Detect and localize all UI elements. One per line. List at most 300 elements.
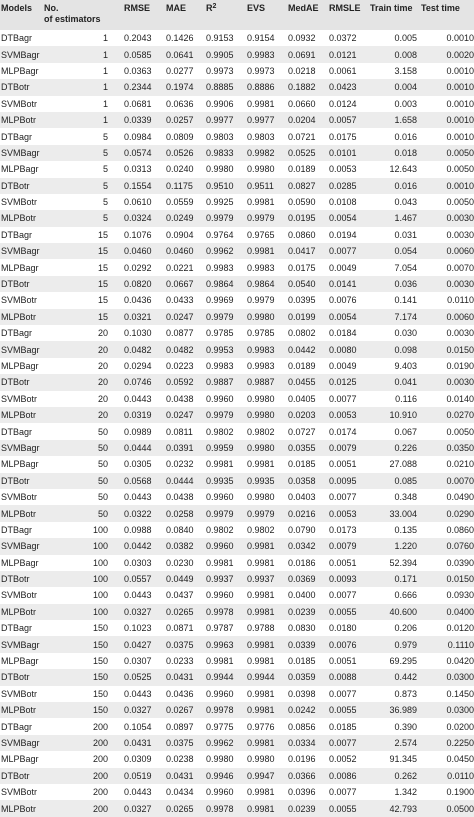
cell-r2: 0.9983: [206, 361, 234, 371]
table-row: [0, 30, 474, 46]
cell-test-time: 0.0010: [421, 178, 474, 194]
cell-estimators: 200: [44, 800, 124, 816]
cell-r2: 0.9960: [206, 688, 234, 699]
table-row: [0, 341, 474, 357]
cell-evs: 0.9981: [247, 735, 288, 751]
cell-rmsle: 0.0194: [329, 229, 357, 240]
cell-r2: 0.8885: [206, 79, 247, 95]
cell-estimators: 200: [92, 721, 108, 732]
cell-r2: 0.9978: [206, 604, 247, 620]
cell-mae: 0.0267: [166, 702, 206, 718]
cell-model: MLPBotr: [0, 309, 44, 325]
cell-rmse: 0.0313: [124, 164, 152, 175]
cell-medae: 0.0203: [288, 407, 329, 423]
cell-test-time: 0.0120: [446, 623, 474, 634]
table-row: [0, 374, 474, 390]
cell-rmsle: 0.0077: [329, 787, 357, 798]
cell-rmsle: 0.0141: [329, 276, 370, 292]
cell-estimators: 200: [92, 754, 108, 765]
cell-train-time: 0.098: [370, 341, 421, 357]
cell-evs: 0.9980: [247, 407, 288, 423]
cell-estimators: 20: [97, 361, 108, 371]
cell-evs: 0.9980: [247, 492, 275, 503]
cell-evs: 0.9981: [247, 459, 275, 470]
table-row: [0, 96, 474, 112]
cell-r2: 0.9946: [206, 768, 247, 784]
cell-rmsle: 0.0372: [329, 33, 357, 44]
cell-rmse: 0.1554: [124, 178, 166, 194]
table-row: [0, 309, 474, 325]
cell-r2: 0.9962: [206, 243, 247, 259]
cell-medae: 0.0358: [288, 473, 329, 489]
column-header-r2: [206, 0, 247, 30]
cell-evs: 0.9981: [247, 702, 288, 718]
cell-evs: 0.9980: [247, 164, 275, 175]
cell-rmsle: 0.0061: [329, 65, 357, 76]
cell-rmsle: 0.0055: [329, 604, 370, 620]
cell-r2: 0.9981: [206, 656, 234, 667]
cell-mae: 0.0238: [166, 754, 194, 765]
cell-estimators: 20: [44, 341, 124, 357]
cell-r2: 0.9905: [206, 46, 247, 62]
cell-medae: 0.0405: [288, 393, 316, 404]
cell-medae: 0.0196: [288, 754, 316, 765]
cell-test-time: 0.1450: [446, 688, 474, 699]
cell-test-time: 0.0200: [446, 721, 474, 732]
cell-estimators: 200: [92, 787, 108, 798]
cell-medae: 0.0540: [288, 276, 329, 292]
cell-estimators: 150: [92, 623, 108, 634]
cell-mae: 0.0871: [166, 623, 194, 634]
cell-medae: 0.0239: [288, 604, 329, 620]
cell-test-time: 0.0760: [421, 538, 474, 554]
cell-medae: 0.0189: [288, 361, 316, 371]
cell-rmsle: 0.0053: [329, 505, 370, 521]
cell-model: MLPBotr: [0, 604, 44, 620]
cell-rmse: 0.0443: [124, 590, 152, 601]
cell-medae: 0.0721: [288, 131, 316, 142]
cell-evs: 0.9983: [247, 341, 288, 357]
cell-rmse: 0.0681: [124, 98, 152, 109]
cell-test-time: 0.0010: [446, 131, 474, 142]
cell-model: MLPBagr: [1, 361, 39, 371]
cell-r2: 0.9787: [206, 623, 234, 634]
table-row: [0, 522, 474, 538]
column-header-rmse: RMSE: [124, 0, 166, 30]
cell-model: SVMBagr: [0, 538, 44, 554]
cell-mae: 0.0592: [166, 374, 206, 390]
cell-train-time: 0.031: [394, 229, 417, 240]
cell-evs: 0.9981: [247, 243, 288, 259]
cell-model: MLPBagr: [1, 754, 39, 765]
column-header-r2-base: R: [206, 3, 213, 13]
cell-evs: 0.9981: [247, 636, 288, 652]
cell-evs: 0.9981: [247, 538, 288, 554]
cell-mae: 0.0391: [166, 440, 206, 456]
cell-mae: 0.0247: [166, 407, 206, 423]
cell-rmsle: 0.0077: [329, 590, 357, 601]
cell-model: MLPBagr: [1, 656, 39, 667]
cell-r2: 0.9803: [206, 131, 234, 142]
cell-test-time: 0.0010: [446, 33, 474, 44]
cell-r2: 0.9925: [206, 197, 234, 208]
cell-test-time: 0.0030: [446, 328, 474, 339]
cell-rmse: 0.0519: [124, 768, 166, 784]
cell-r2: 0.9960: [206, 787, 234, 798]
table-row: [0, 63, 474, 79]
cell-model: MLPBotr: [0, 407, 44, 423]
cell-train-time: 0.004: [370, 79, 421, 95]
cell-test-time: 0.0010: [446, 98, 474, 109]
cell-test-time: 0.0010: [421, 112, 474, 128]
table-row: [0, 440, 474, 456]
cell-medae: 0.0355: [288, 440, 329, 456]
cell-train-time: 0.054: [370, 243, 421, 259]
cell-rmsle: 0.0101: [329, 145, 370, 161]
cell-train-time: 0.226: [370, 440, 421, 456]
cell-mae: 0.0223: [166, 361, 194, 371]
cell-test-time: 0.1900: [446, 787, 474, 798]
cell-mae: 0.0233: [166, 656, 194, 667]
cell-evs: 0.9981: [247, 787, 275, 798]
cell-rmsle: 0.0051: [329, 459, 357, 470]
cell-test-time: 0.0110: [421, 768, 474, 784]
cell-mae: 0.0382: [166, 538, 206, 554]
cell-estimators: 5: [44, 210, 124, 226]
cell-mae: 0.0221: [166, 262, 194, 273]
cell-r2: 0.9979: [206, 505, 247, 521]
cell-train-time: 0.390: [394, 721, 417, 732]
table-row: [0, 636, 474, 652]
cell-evs: 0.9981: [247, 604, 288, 620]
table-row: [0, 587, 474, 603]
table-row: [0, 79, 474, 95]
cell-rmse: 0.0322: [124, 505, 166, 521]
cell-medae: 0.0417: [288, 243, 329, 259]
cell-estimators: 1: [102, 65, 108, 76]
cell-estimators: 150: [44, 702, 124, 718]
column-header-mae: MAE: [166, 0, 206, 30]
cell-test-time: 0.0390: [446, 557, 474, 568]
cell-estimators: 100: [92, 557, 108, 568]
cell-test-time: 0.0030: [446, 229, 474, 240]
cell-test-time: 0.0070: [421, 473, 474, 489]
cell-r2: 0.9785: [206, 328, 234, 339]
cell-rmse: 0.0436: [124, 295, 152, 306]
cell-medae: 0.0186: [288, 557, 316, 568]
cell-evs: 0.9981: [247, 656, 275, 667]
cell-rmsle: 0.0180: [329, 623, 357, 634]
cell-mae: 0.0438: [166, 492, 194, 503]
cell-test-time: 0.0300: [421, 669, 474, 685]
table-row: [0, 505, 474, 521]
table-row: [0, 325, 474, 341]
cell-mae: 0.0249: [166, 210, 206, 226]
table-row: [0, 604, 474, 620]
cell-test-time: 0.0150: [421, 571, 474, 587]
cell-rmse: 0.0305: [124, 459, 152, 470]
cell-mae: 0.0434: [166, 787, 194, 798]
cell-model: MLPBagr: [1, 459, 39, 470]
cell-rmse: 0.0303: [124, 557, 152, 568]
table-row: [0, 538, 474, 554]
cell-medae: 0.0856: [288, 721, 316, 732]
cell-mae: 0.0877: [166, 328, 194, 339]
cell-medae: 0.0334: [288, 735, 329, 751]
cell-r2: 0.9969: [206, 295, 234, 306]
cell-model: DTBotr: [0, 79, 44, 95]
cell-mae: 0.0431: [166, 768, 206, 784]
cell-r2: 0.9978: [206, 702, 247, 718]
column-header-estimators-line2: of estimators: [44, 14, 101, 24]
cell-rmse: 0.0988: [124, 524, 152, 535]
cell-estimators: 100: [44, 538, 124, 554]
cell-r2: 0.9960: [206, 393, 234, 404]
cell-mae: 0.0247: [166, 309, 206, 325]
cell-r2: 0.9977: [206, 112, 247, 128]
cell-mae: 0.0444: [166, 473, 206, 489]
table-row: [0, 784, 474, 800]
cell-estimators: 20: [97, 393, 108, 404]
cell-train-time: 0.141: [394, 295, 417, 306]
cell-rmse: 0.0443: [124, 787, 152, 798]
cell-mae: 0.0559: [166, 197, 194, 208]
cell-evs: 0.9765: [247, 229, 275, 240]
cell-test-time: 0.0450: [446, 754, 474, 765]
cell-train-time: 33.004: [370, 505, 421, 521]
cell-model: DTBotr: [0, 473, 44, 489]
cell-rmse: 0.0327: [124, 800, 166, 816]
table-row: [0, 800, 474, 816]
cell-model: MLPBagr: [1, 262, 39, 273]
cell-model: SVMBagr: [0, 46, 44, 62]
cell-model: MLPBotr: [0, 505, 44, 521]
cell-evs: 0.9887: [247, 374, 288, 390]
cell-r2: 0.9962: [206, 735, 247, 751]
cell-model: DTBotr: [0, 768, 44, 784]
cell-model: MLPBotr: [0, 210, 44, 226]
cell-estimators: 15: [44, 243, 124, 259]
table-row: [0, 473, 474, 489]
cell-mae: 0.0482: [166, 341, 206, 357]
cell-mae: 0.0277: [166, 65, 194, 76]
table-row: [0, 145, 474, 161]
cell-train-time: 10.910: [370, 407, 421, 423]
cell-rmsle: 0.0095: [329, 473, 370, 489]
cell-estimators: 100: [44, 604, 124, 620]
cell-medae: 0.0400: [288, 590, 316, 601]
cell-medae: 0.0195: [288, 210, 329, 226]
column-header-test-time: Test time: [421, 0, 474, 30]
column-header-models: Models: [0, 0, 44, 30]
cell-mae: 0.0265: [166, 604, 206, 620]
cell-rmse: 0.0585: [124, 46, 166, 62]
cell-evs: 0.9980: [247, 393, 275, 404]
cell-train-time: 12.643: [389, 164, 417, 175]
cell-train-time: 0.018: [370, 145, 421, 161]
cell-train-time: 0.008: [370, 46, 421, 62]
cell-evs: 0.9788: [247, 623, 275, 634]
cell-rmse: 0.0339: [124, 112, 166, 128]
cell-mae: 0.1974: [166, 79, 206, 95]
cell-train-time: 1.220: [370, 538, 421, 554]
cell-medae: 0.0860: [288, 229, 316, 240]
cell-train-time: 27.088: [389, 459, 417, 470]
cell-test-time: 0.0190: [446, 361, 474, 371]
cell-test-time: 0.0860: [446, 524, 474, 535]
cell-r2: 0.9864: [206, 276, 247, 292]
cell-mae: 0.0438: [166, 393, 194, 404]
cell-test-time: 0.1110: [421, 636, 474, 652]
cell-estimators: 50: [44, 505, 124, 521]
cell-medae: 0.0396: [288, 787, 316, 798]
cell-medae: 0.0342: [288, 538, 329, 554]
cell-model: SVMBotr: [1, 197, 38, 208]
cell-rmsle: 0.0053: [329, 407, 370, 423]
cell-r2: 0.9906: [206, 98, 234, 109]
cell-rmse: 0.0319: [124, 407, 166, 423]
cell-r2: 0.9935: [206, 473, 247, 489]
cell-evs: 0.9511: [247, 178, 288, 194]
cell-rmsle: 0.0108: [329, 197, 357, 208]
cell-r2: 0.9802: [206, 426, 234, 437]
cell-train-time: 0.003: [394, 98, 417, 109]
cell-medae: 0.0403: [288, 492, 316, 503]
cell-model: SVMBotr: [1, 688, 38, 699]
cell-estimators: 150: [92, 656, 108, 667]
cell-rmsle: 0.0055: [329, 800, 370, 816]
cell-rmse: 0.0309: [124, 754, 152, 765]
cell-rmsle: 0.0423: [329, 79, 370, 95]
cell-medae: 0.0830: [288, 623, 316, 634]
cell-rmse: 0.0327: [124, 702, 166, 718]
cell-evs: 0.9981: [247, 557, 275, 568]
cell-model: DTBotr: [0, 669, 44, 685]
cell-medae: 0.0199: [288, 309, 329, 325]
cell-evs: 0.9947: [247, 768, 288, 784]
column-header-train-time: Train time: [370, 0, 421, 30]
table-row: [0, 276, 474, 292]
cell-rmse: 0.0427: [124, 636, 166, 652]
table-row: [0, 751, 474, 767]
cell-r2: 0.9983: [206, 262, 234, 273]
cell-evs: 0.9983: [247, 46, 288, 62]
table-row: [0, 555, 474, 571]
cell-medae: 0.0239: [288, 800, 329, 816]
cell-medae: 0.0189: [288, 164, 316, 175]
cell-rmsle: 0.0076: [329, 295, 357, 306]
cell-test-time: 0.0500: [421, 800, 474, 816]
table-row: [0, 456, 474, 472]
cell-test-time: 0.0020: [421, 46, 474, 62]
table-row: [0, 112, 474, 128]
cell-model: SVMBotr: [1, 393, 38, 404]
cell-test-time: 0.0490: [446, 492, 474, 503]
cell-rmsle: 0.0049: [329, 262, 357, 273]
cell-medae: 0.0366: [288, 768, 329, 784]
cell-mae: 0.0375: [166, 636, 206, 652]
cell-mae: 0.0436: [166, 688, 194, 699]
cell-model: DTBotr: [0, 374, 44, 390]
cell-test-time: 0.0420: [446, 656, 474, 667]
cell-estimators: 5: [44, 178, 124, 194]
cell-train-time: 7.174: [370, 309, 421, 325]
table-row: [0, 669, 474, 685]
cell-train-time: 0.666: [394, 590, 417, 601]
cell-mae: 0.0230: [166, 557, 194, 568]
table-row: [0, 620, 474, 636]
cell-evs: 0.9937: [247, 571, 288, 587]
cell-evs: 0.9980: [247, 754, 275, 765]
cell-evs: 0.9803: [247, 131, 275, 142]
cell-mae: 0.1426: [166, 33, 194, 44]
cell-rmsle: 0.0185: [329, 721, 357, 732]
cell-mae: 0.0636: [166, 98, 194, 109]
cell-r2: 0.9953: [206, 341, 247, 357]
cell-evs: 0.9979: [247, 505, 288, 521]
table-row: [0, 358, 474, 374]
cell-rmse: 0.0460: [124, 243, 166, 259]
cell-rmse: 0.0442: [124, 538, 166, 554]
cell-test-time: 0.0270: [421, 407, 474, 423]
cell-mae: 0.0897: [166, 721, 194, 732]
cell-medae: 0.0932: [288, 33, 316, 44]
cell-model: MLPBagr: [1, 164, 39, 175]
cell-train-time: 0.206: [394, 623, 417, 634]
cell-rmsle: 0.0053: [329, 164, 357, 175]
cell-test-time: 0.0140: [446, 393, 474, 404]
cell-train-time: 0.135: [394, 524, 417, 535]
cell-mae: 0.0460: [166, 243, 206, 259]
cell-model: DTBagr: [1, 328, 33, 339]
cell-rmsle: 0.0054: [329, 210, 370, 226]
cell-rmse: 0.1076: [124, 229, 152, 240]
cell-test-time: 0.0930: [446, 590, 474, 601]
cell-model: DTBagr: [1, 229, 33, 240]
cell-rmse: 0.0574: [124, 145, 166, 161]
cell-train-time: 9.403: [394, 361, 417, 371]
column-header-estimators: [44, 0, 124, 30]
cell-r2: 0.9802: [206, 524, 234, 535]
table-row: [0, 489, 474, 505]
cell-train-time: 69.295: [389, 656, 417, 667]
cell-estimators: 50: [97, 426, 108, 437]
cell-train-time: 40.600: [370, 604, 421, 620]
cell-test-time: 0.0210: [446, 459, 474, 470]
cell-rmsle: 0.0080: [329, 341, 370, 357]
cell-evs: 0.9981: [247, 98, 275, 109]
cell-rmse: 0.0568: [124, 473, 166, 489]
cell-model: SVMBagr: [0, 735, 44, 751]
cell-test-time: 0.0030: [421, 210, 474, 226]
cell-test-time: 0.0350: [421, 440, 474, 456]
cell-rmsle: 0.0076: [329, 636, 370, 652]
cell-rmsle: 0.0121: [329, 46, 370, 62]
cell-mae: 0.0258: [166, 505, 206, 521]
column-header-estimators-line1: No.: [44, 3, 59, 13]
cell-evs: 0.9983: [247, 361, 275, 371]
cell-medae: 0.0339: [288, 636, 329, 652]
cell-rmsle: 0.0173: [329, 524, 357, 535]
cell-train-time: 52.394: [389, 557, 417, 568]
table-row: [0, 571, 474, 587]
table-row: [0, 128, 474, 144]
cell-evs: 0.9979: [247, 295, 275, 306]
cell-r2: 0.9979: [206, 407, 247, 423]
column-header-medae: MedAE: [288, 0, 329, 30]
cell-estimators: 20: [44, 374, 124, 390]
cell-model: DTBagr: [1, 623, 33, 634]
